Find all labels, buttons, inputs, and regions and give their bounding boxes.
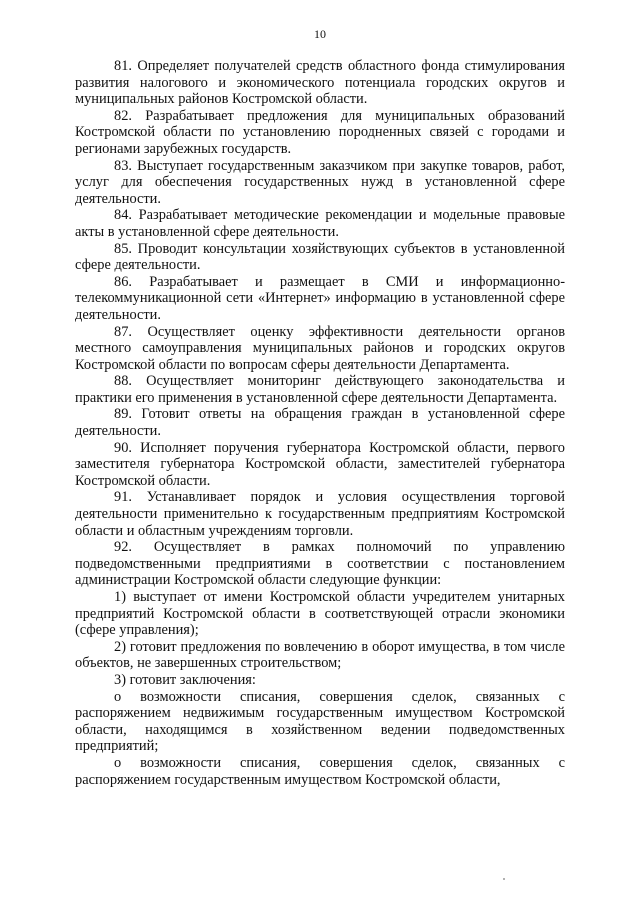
subitem-3: 3) готовит заключения: — [114, 671, 256, 688]
paragraph-85: 85. Проводит консультации хозяйствующих субъектов в установленной сфере деятельности. — [75, 240, 565, 274]
page-number: 10 — [314, 27, 326, 41]
subitem-3-clause-2: о возможности списания, совершения сделок, связанных с распоряжением государственным имуществом Костромской области, — [75, 754, 565, 788]
paragraph-89: 89. Готовит ответы на обращения граждан в установленной сфере деятельности. — [75, 406, 565, 440]
paragraph-86: 86. Разрабатывает и размещает в СМИ и информационно-телекоммуникационной сети «Интернет» информацию в установленной сфере деятельности. — [75, 273, 565, 323]
paragraph-92: 92. Осуществляет в рамках полномочий по управлению подведомственными предприятиями в соответствии с постановлением администрации Костромской области следующие функции: — [75, 539, 565, 589]
paragraph-88: 88. Осуществляет мониторинг действующего законодательства и практики его применения в установленной сфере деятельности Департамента. — [75, 373, 565, 406]
subitem-2: 2) готовит предложения по вовлечению в оборот имущества, в том числе объектов, не завершенных строительством; — [75, 638, 565, 672]
subitem-1: 1) выступает от имени Костромской области учредителем унитарных предприятий Костромской области в соответствующей отрасли экономики (сфере управления); — [75, 589, 565, 639]
paragraph-83: 83. Выступает государственным заказчиком при закупке товаров, работ, услуг для обеспечения государственных нужд в установленной сфере деятельности. — [75, 157, 565, 207]
paragraph-91: 91. Устанавливает порядок и условия осуществления торговой деятельности применительно к государственным предприятиям Костромской области и областным учреждениям торговли. — [75, 489, 565, 539]
paragraph-84: 84. Разрабатывает методические рекомендации и модельные правовые акты в установленной сфере деятельности. — [75, 207, 565, 240]
paragraph-90: 90. Исполняет поручения губернатора Костромской области, первого заместителя губернатора Костромской области, заместителей губернатора Костромской области. — [75, 439, 565, 489]
paragraph-82: 82. Разрабатывает предложения для муниципальных образований Костромской области по установлению породненных связей с городами и регионами зарубежных государств. — [75, 107, 565, 157]
paragraph-81: 81. Определяет получателей средств областного фонда стимулирования развития налогового и экономического потенциала городских округов и муниципальных районов Костромской области. — [75, 58, 565, 108]
paragraph-87: 87. Осуществляет оценку эффективности деятельности органов местного самоуправления муниципальных районов и городских округов Костромской области по вопросам сферы деятельности Департамента. — [75, 323, 565, 373]
subitem-3-clause-1: о возможности списания, совершения сделок, связанных с распоряжением недвижимым государственным имуществом Костромской области, находящимся в хозяйственном ведении подведомственных предприятий; — [75, 688, 565, 755]
scan-artifact-dot — [503, 878, 505, 880]
document-body — [75, 58, 565, 788]
